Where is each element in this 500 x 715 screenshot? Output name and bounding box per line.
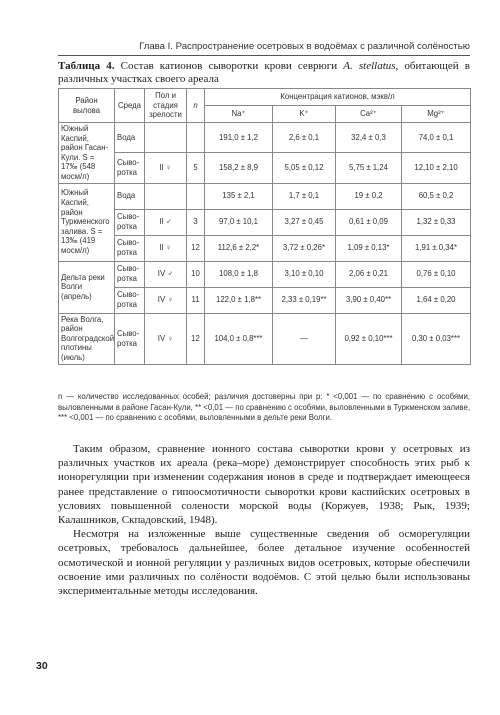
- table-row: [59, 287, 471, 313]
- medium-cell: Сыво-ротка: [115, 235, 145, 261]
- ca-cell: 19 ± 0,2: [336, 183, 402, 209]
- n-cell: 12: [187, 235, 205, 261]
- page-number: 30: [36, 660, 48, 672]
- k-cell: —: [273, 313, 336, 364]
- medium-cell: Сыво-ротка: [115, 313, 145, 364]
- n-cell: 3: [187, 209, 205, 235]
- mg-cell: 60,5 ± 0,2: [402, 183, 471, 209]
- k-cell: 1,7 ± 0,1: [273, 183, 336, 209]
- stage-cell: II ♀: [145, 235, 187, 261]
- table-row: [59, 261, 471, 287]
- na-cell: 191,0 ± 1,2: [205, 123, 273, 153]
- mg-cell: 1,32 ± 0,33: [402, 209, 471, 235]
- header-k: K⁺: [273, 106, 336, 123]
- n-cell: [187, 183, 205, 209]
- header-na: Na⁺: [205, 106, 273, 123]
- cation-table: [58, 88, 471, 365]
- mg-cell: 0,30 ± 0,03***: [402, 313, 471, 364]
- stage-cell: [145, 123, 187, 153]
- n-cell: 5: [187, 153, 205, 183]
- medium-cell: Вода: [115, 123, 145, 153]
- caption-species: A. stellatus: [343, 60, 396, 72]
- table-row: [59, 123, 471, 153]
- paragraph: Таким образом, сравнение ионного состава сыворотки крови у осетровых из различных участков их ареала (река–море) демонстрирует способность этих рыб к ионорегуляции при изменении содержания ионов в среде и подтверждает имеющееся ранее представление о гипоосмотичности сыворотки крови каспийских осетровых в условиях повышенной солености морской воды (Коржуев, 1938; Рык, 1939; Калашников, Скпадовский, 1948).: [58, 443, 470, 527]
- stage-cell: IV ♀: [145, 313, 187, 364]
- stage-cell: II ♂: [145, 209, 187, 235]
- medium-cell: Сыво-ротка: [115, 209, 145, 235]
- header-ca: Ca²⁺: [336, 106, 402, 123]
- table-row: [59, 183, 471, 209]
- table-row: [59, 313, 471, 364]
- medium-cell: Сыво-ротка: [115, 153, 145, 183]
- k-cell: 3,27 ± 0,45: [273, 209, 336, 235]
- table-caption: [58, 60, 470, 87]
- n-cell: 12: [187, 313, 205, 364]
- table-row: [59, 209, 471, 235]
- table-row: [59, 153, 471, 183]
- caption-label: Таблица 4.: [58, 60, 115, 72]
- table-footnote: n — количество исследованных особей; различия достоверны при p: * <0,001 — по сравнению с особями, выловленными в районе Гасан-Кули, ** <0,01 — по сравнению с особями, выловленными в Туркменском заливе, *** <0,001 — по сравнению с особями, выловленными в дельте реки Волги.: [58, 392, 470, 423]
- body-text: [58, 442, 470, 598]
- n-cell: [187, 123, 205, 153]
- n-cell: 10: [187, 261, 205, 287]
- ca-cell: 32,4 ± 0,3: [336, 123, 402, 153]
- running-head: Глава I. Распространение осетровых в водоёмах с различной солёностью: [139, 41, 470, 52]
- header-region: Район вылова: [59, 89, 115, 123]
- header-concentration: Концентрация катионов, мэкв/л: [205, 89, 471, 106]
- k-cell: 5,05 ± 0,12: [273, 153, 336, 183]
- mg-cell: 1,91 ± 0,34*: [402, 235, 471, 261]
- na-cell: 97,0 ± 10,1: [205, 209, 273, 235]
- header-n: n: [187, 89, 205, 123]
- na-cell: 108,0 ± 1,8: [205, 261, 273, 287]
- mg-cell: 1,64 ± 0,20: [402, 287, 471, 313]
- stage-cell: IV ♂: [145, 261, 187, 287]
- k-cell: 3,10 ± 0,10: [273, 261, 336, 287]
- region-cell: Южный Каспий, район Туркменского залива. S = 13‰ (419 мосм/л): [59, 183, 115, 261]
- na-cell: 104,0 ± 0,8***: [205, 313, 273, 364]
- table-header-row: [59, 89, 471, 106]
- na-cell: 158,2 ± 8,9: [205, 153, 273, 183]
- ca-cell: 1,09 ± 0,13*: [336, 235, 402, 261]
- header-sex-stage: Пол и стадия зрелости: [145, 89, 187, 123]
- ca-cell: 0,92 ± 0,10***: [336, 313, 402, 364]
- caption-text: Состав катионов сыворотки крови севрюги: [114, 60, 344, 72]
- header-mg: Mg²⁺: [402, 106, 471, 123]
- stage-cell: II ♀: [145, 153, 187, 183]
- ca-cell: 3,90 ± 0,40**: [336, 287, 402, 313]
- ca-cell: 5,75 ± 1,24: [336, 153, 402, 183]
- ca-cell: 2,06 ± 0,21: [336, 261, 402, 287]
- header-rule: [58, 55, 470, 56]
- medium-cell: Сыво-ротка: [115, 261, 145, 287]
- na-cell: 135 ± 2,1: [205, 183, 273, 209]
- mg-cell: 0,76 ± 0,10: [402, 261, 471, 287]
- stage-cell: [145, 183, 187, 209]
- mg-cell: 74,0 ± 0,1: [402, 123, 471, 153]
- paragraph: Несмотря на изложенные выше существенные сведения об осморегуляции осетровых, требовалось дальнейшее, более детальное изучение особенностей осмотической и ионной регуляции у различных видов осетровых, которые обеспечили освоение ими различных по солёности водоёмов. С этой целью были использованы экспериментальные методы исследования.: [58, 528, 470, 598]
- n-cell: 11: [187, 287, 205, 313]
- k-cell: 3,72 ± 0,26*: [273, 235, 336, 261]
- ca-cell: 0,61 ± 0,09: [336, 209, 402, 235]
- stage-cell: IV ♀: [145, 287, 187, 313]
- region-cell: Река Волга, район Волгоградской плотины (июль): [59, 313, 115, 364]
- caption-text-end: , обитающей в различных участках своего ареала: [58, 60, 470, 86]
- region-cell: Южный Каспий, район Гасан-Кули. S = 17‰ (548 мосм/л): [59, 123, 115, 184]
- header-medium: Среда: [115, 89, 145, 123]
- table-row: [59, 235, 471, 261]
- na-cell: 112,6 ± 2,2*: [205, 235, 273, 261]
- na-cell: 122,0 ± 1,8**: [205, 287, 273, 313]
- medium-cell: Вода: [115, 183, 145, 209]
- medium-cell: Сыво-ротка: [115, 287, 145, 313]
- mg-cell: 12,10 ± 2,10: [402, 153, 471, 183]
- region-cell: Дельта реки Волги (апрель): [59, 261, 115, 313]
- k-cell: 2,33 ± 0,19**: [273, 287, 336, 313]
- k-cell: 2,6 ± 0,1: [273, 123, 336, 153]
